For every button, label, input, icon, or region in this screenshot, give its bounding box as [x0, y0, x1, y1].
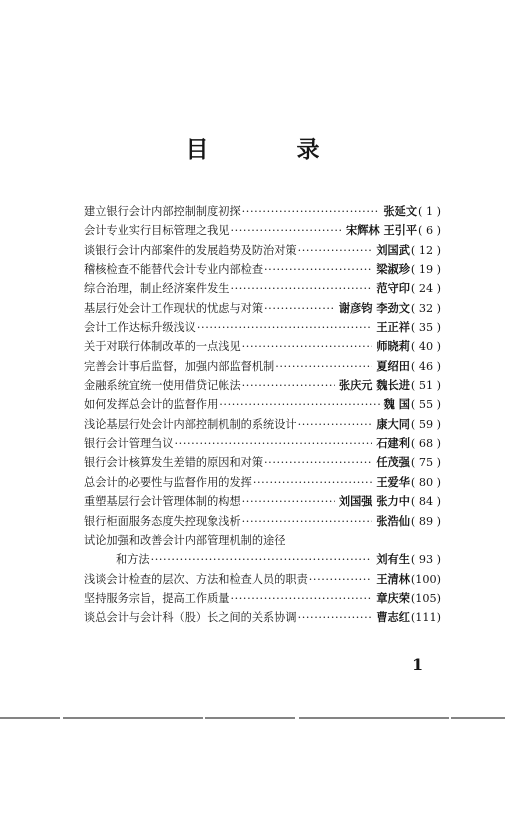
- entry-author: 师晓莉: [376, 339, 410, 354]
- entry-title: 会计工作达标升级浅议: [84, 321, 196, 335]
- entry-author: 王正祥: [376, 320, 410, 335]
- toc-list: [84, 202, 441, 628]
- entry-title: 如何发挥总会计的监督作用: [84, 398, 219, 412]
- dot-leader: [253, 473, 373, 492]
- toc-entry: [84, 376, 441, 395]
- toc-entry: [84, 241, 441, 260]
- dot-leader: [242, 376, 335, 395]
- dot-leader: [175, 434, 373, 453]
- entry-page: ( 6 ): [418, 224, 441, 238]
- toc-entry: [84, 357, 441, 376]
- toc-entry: [84, 318, 441, 337]
- toc-entry: [84, 453, 441, 472]
- toc-entry: [84, 221, 441, 240]
- entry-title: 关于对联行体制改革的一点浅见: [84, 340, 241, 354]
- entry-page: ( 24 ): [410, 282, 441, 296]
- toc-entry: [84, 531, 441, 550]
- toc-entry: [84, 299, 441, 318]
- entry-title: 银行会计管理刍议: [84, 437, 174, 451]
- entry-author: 宋辉林 王引平: [346, 223, 418, 238]
- toc-entry: [84, 473, 441, 492]
- entry-page: (100): [410, 572, 441, 586]
- toc-entry: [84, 279, 441, 298]
- entry-author: 任茂强: [376, 455, 410, 470]
- entry-title: 建立银行会计内部控制制度初探: [84, 205, 241, 218]
- dot-leader: [242, 202, 380, 221]
- entry-title: 浅论基层行处会计内部控制机制的系统设计: [84, 417, 297, 431]
- entry-page: ( 46 ): [410, 359, 441, 373]
- entry-author: 曹志红: [376, 610, 410, 625]
- entry-page: ( 19 ): [410, 263, 441, 277]
- toc-entry: [84, 550, 441, 569]
- entry-title: 谈银行会计内部案件的发展趋势及防治对策: [84, 243, 297, 257]
- entry-author: 范守印: [376, 281, 410, 296]
- dot-leader: [230, 279, 372, 298]
- entry-author: 刘国强 张力中: [338, 494, 410, 509]
- entry-title: 谈总会计与会计科（股）长之间的关系协调: [84, 611, 297, 625]
- toc-entry: [84, 512, 441, 531]
- entry-title: 稽核检查不能替代会计专业内部检查: [84, 263, 264, 277]
- dot-leader: [151, 550, 373, 569]
- page-number-mark: 1: [412, 655, 424, 674]
- entry-title: 银行会计核算发生差错的原因和对策: [84, 456, 264, 470]
- toc-entry: [84, 415, 441, 434]
- toc-entry: [84, 492, 441, 511]
- toc-entry: [84, 589, 441, 608]
- entry-author: 石建利: [376, 436, 410, 451]
- entry-page: ( 68 ): [410, 437, 441, 451]
- entry-title: 坚持服务宗旨，提高工作质量: [84, 591, 230, 605]
- dot-leader: [309, 570, 373, 589]
- dot-leader: [298, 608, 373, 627]
- dot-leader: [264, 260, 372, 279]
- toc-entry: [84, 434, 441, 453]
- dot-leader: [298, 241, 373, 260]
- dot-leader: [264, 299, 335, 318]
- page-title: 目 录: [185, 137, 360, 163]
- entry-page: ( 51 ): [410, 379, 441, 393]
- entry-page: ( 12 ): [410, 243, 441, 257]
- entry-page: ( 89 ): [410, 514, 441, 528]
- dot-leader: [264, 453, 372, 472]
- entry-title: 浅谈会计检查的层次、方法和检查人员的职责: [84, 572, 308, 586]
- entry-title: 会计专业实行目标管理之我见: [84, 224, 230, 238]
- entry-page: ( 93 ): [410, 553, 441, 567]
- dot-leader: [242, 337, 373, 356]
- entry-author: 章庆荣: [376, 590, 410, 605]
- toc-entry: [84, 608, 441, 627]
- entry-page: (105): [410, 591, 441, 605]
- entry-author: 夏绍田: [376, 358, 410, 373]
- entry-page: (111): [410, 611, 441, 625]
- entry-title: 综合治理，制止经济案件发生: [84, 282, 230, 296]
- entry-page: ( 35 ): [410, 321, 441, 335]
- entry-title: 总会计的必要性与监督作用的发挥: [84, 475, 252, 489]
- entry-title: 重塑基层行会计管理体制的构想: [84, 495, 241, 509]
- dot-leader: [197, 318, 372, 337]
- toc-entry: [84, 395, 441, 414]
- entry-author: 张庆元 魏长进: [338, 378, 410, 393]
- dot-leader: [230, 221, 342, 240]
- dot-leader: [219, 395, 379, 414]
- entry-title: 基层行处会计工作现状的忧虑与对策: [84, 301, 264, 315]
- entry-page: ( 84 ): [410, 495, 441, 509]
- toc-entry: [84, 202, 441, 221]
- toc-entry: [84, 337, 441, 356]
- entry-page: ( 32 ): [410, 301, 441, 315]
- entry-author: 王清林: [376, 571, 410, 586]
- entry-author: 康大同: [376, 416, 410, 431]
- entry-author: 刘国武: [376, 242, 410, 257]
- entry-author: 张浩仙: [376, 513, 410, 528]
- entry-title: 完善会计事后监督，加强内部监督机制: [84, 359, 275, 373]
- entry-author: 魏 国: [383, 397, 410, 412]
- bottom-rule: [0, 717, 505, 719]
- entry-author: 谢彦钧 李劲文: [338, 300, 410, 315]
- dot-leader: [298, 415, 373, 434]
- entry-title: 和方法: [116, 553, 150, 567]
- entry-page: ( 80 ): [410, 475, 441, 489]
- dot-leader: [242, 512, 373, 531]
- entry-title: 试论加强和改善会计内部管理机制的途径: [84, 533, 286, 547]
- entry-page: ( 75 ): [410, 456, 441, 470]
- entry-page: ( 55 ): [410, 398, 441, 412]
- entry-page: ( 40 ): [410, 340, 441, 354]
- entry-author: 梁淑珍: [376, 262, 410, 277]
- entry-author: 刘有生: [376, 552, 410, 567]
- dot-leader: [242, 492, 335, 511]
- entry-title: 银行柜面服务态度失控现象浅析: [84, 514, 241, 528]
- toc-entry: [84, 570, 441, 589]
- toc-entry: [84, 260, 441, 279]
- entry-page: ( 59 ): [410, 417, 441, 431]
- dot-leader: [275, 357, 372, 376]
- entry-author: 张延文: [383, 204, 418, 218]
- entry-title: 金融系统宜统一使用借贷记帐法: [84, 379, 241, 393]
- dot-leader: [230, 589, 372, 608]
- entry-page: ( 1 ): [418, 205, 441, 218]
- entry-author: 王爱华: [376, 474, 410, 489]
